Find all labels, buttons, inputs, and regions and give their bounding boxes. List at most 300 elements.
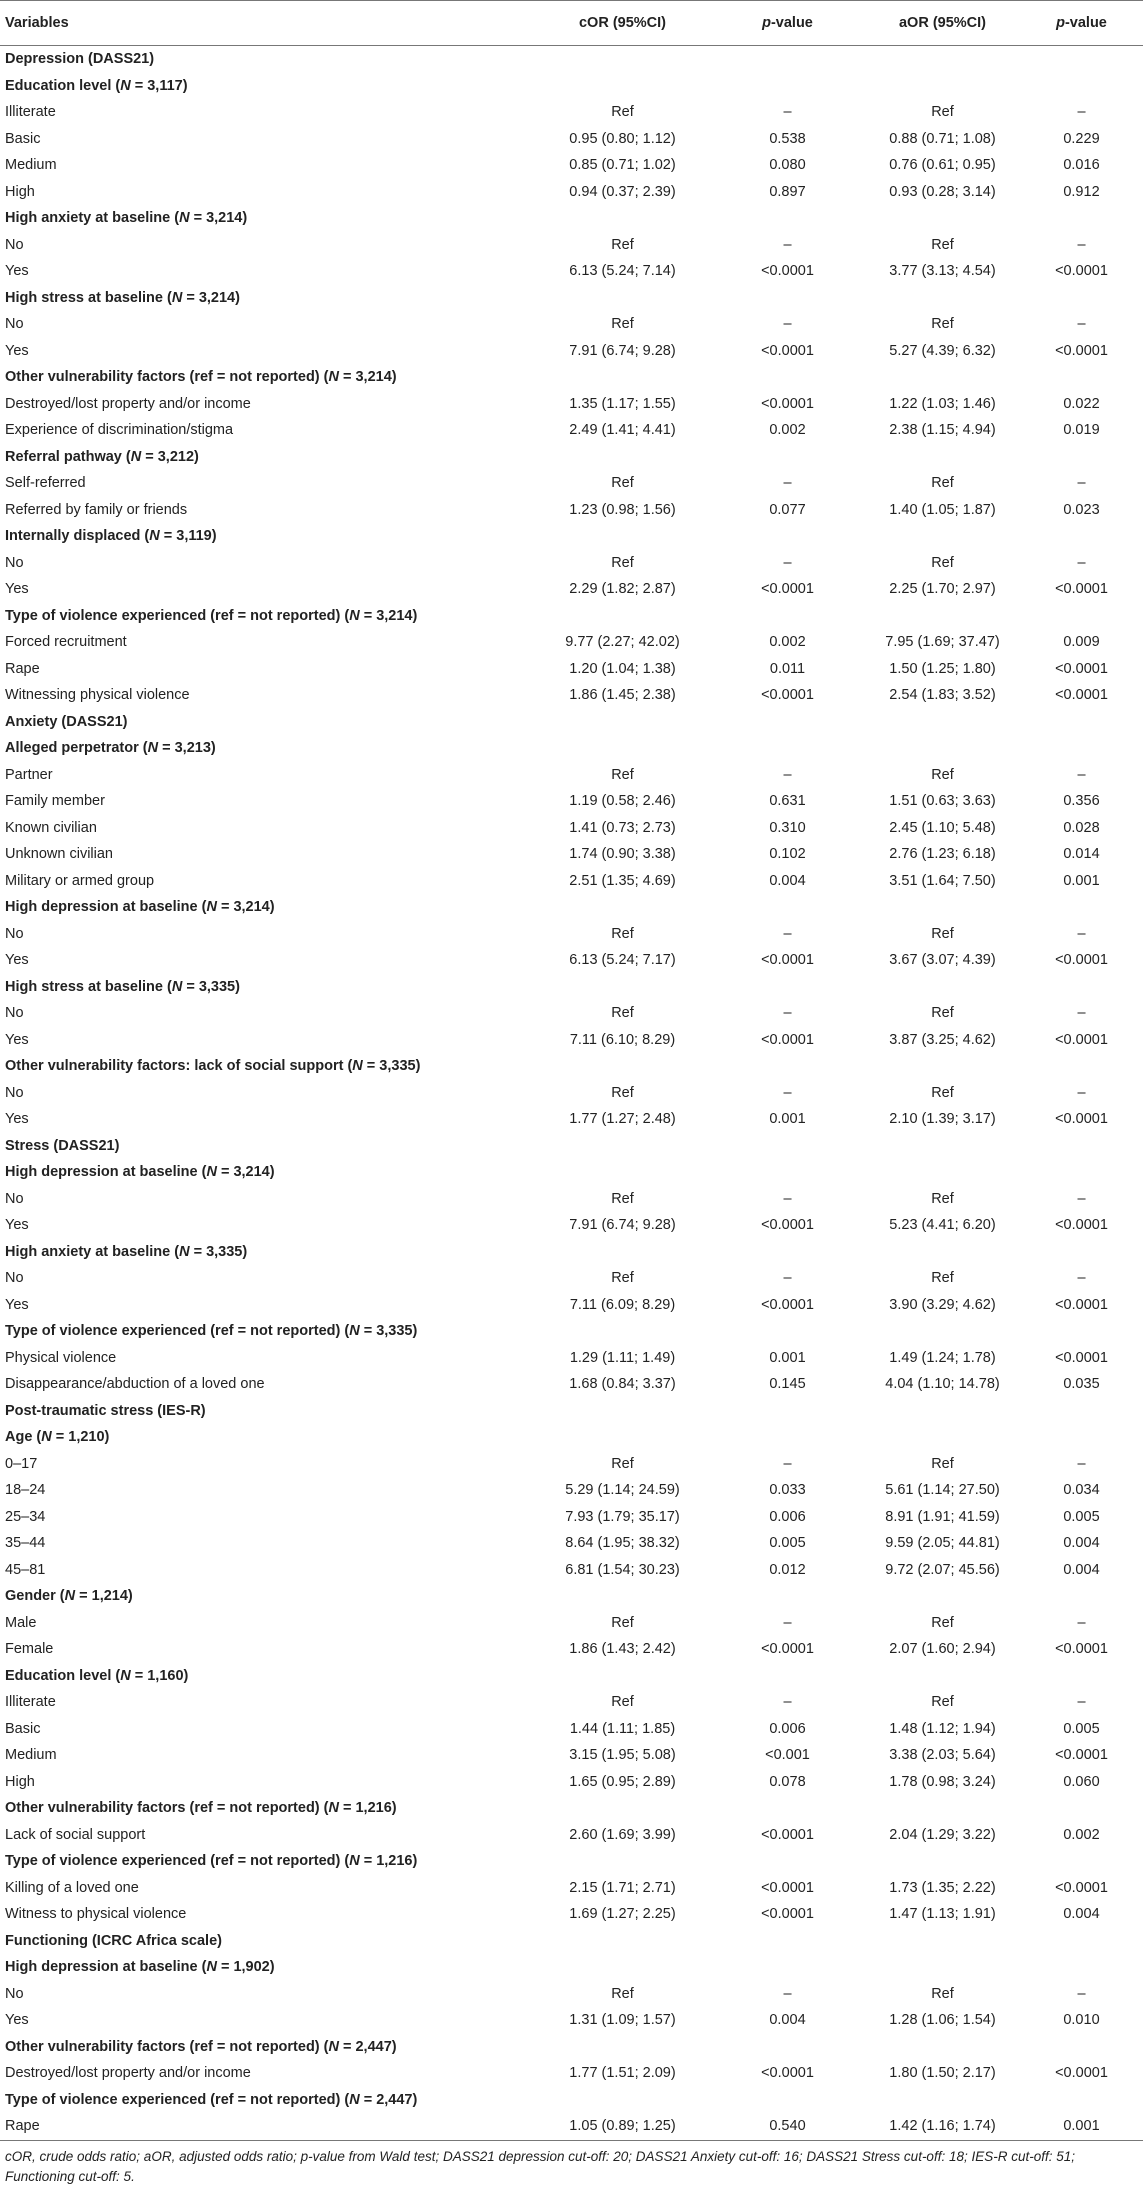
cor-cell: 1.77 (1.51; 2.09): [569, 2065, 676, 2082]
group-header-row: [0, 1239, 1143, 1266]
variable-cell: Yes: [5, 952, 29, 969]
n-symbol: N: [206, 1959, 217, 1976]
variable-cell: Rape: [5, 660, 40, 677]
p-value-adjusted-cell: –: [1077, 1694, 1086, 1711]
p-value-crude-cell: –: [783, 1614, 792, 1631]
p-value-adjusted-cell: <0.0001: [1055, 1879, 1108, 1896]
p-value-adjusted-cell: <0.0001: [1055, 1031, 1108, 1048]
p-value-crude-cell: 0.540: [710, 2113, 865, 2140]
group-title: [0, 894, 1143, 921]
group-title: [0, 2034, 1143, 2061]
group-title: [0, 1318, 1143, 1345]
cor-cell: Ref: [611, 236, 634, 253]
group-header-row: [0, 1159, 1143, 1186]
n-value: = 1,216): [338, 1800, 397, 1817]
n-symbol: N: [64, 1588, 76, 1605]
p-value-crude-cell: 0.001: [769, 1349, 806, 1366]
n-symbol: N: [328, 2038, 339, 2055]
p-value-adjusted-cell: –: [1077, 1985, 1086, 2002]
aor-cell: 1.22 (1.03; 1.46): [889, 395, 996, 412]
n-symbol: N: [349, 2091, 360, 2108]
aor-cell: 0.76 (0.61; 0.95): [889, 157, 996, 174]
p-value-crude-cell: –: [783, 554, 792, 571]
p-value-crude-cell: <0.0001: [761, 952, 814, 969]
group-label: High depression at baseline (: [5, 899, 207, 916]
cor-cell: 1.41 (0.73; 2.73): [569, 819, 676, 836]
variable-cell: Male: [5, 1614, 37, 1631]
aor-cell: 2.07 (1.60; 2.94): [889, 1641, 996, 1658]
table-row: [0, 1636, 1143, 1663]
table-row: [0, 1345, 1143, 1372]
table-row: [0, 338, 1143, 365]
cor-cell: 7.91 (6.74; 9.28): [569, 342, 676, 359]
p-value-crude-cell: <0.0001: [761, 1826, 814, 1843]
aor-cell: 2.76 (1.23; 6.18): [889, 846, 996, 863]
aor-cell: 3.77 (3.13; 4.54): [889, 263, 996, 280]
group-label: Other vulnerability factors: lack of social support (: [5, 1058, 353, 1075]
variable-cell: 35–44: [5, 1535, 46, 1552]
aor-cell: Ref: [931, 1694, 954, 1711]
group-title: [0, 523, 1143, 550]
p-value-crude-cell: 0.012: [769, 1561, 806, 1578]
aor-cell: 2.45 (1.10; 5.48): [889, 819, 996, 836]
group-title: [0, 364, 1143, 391]
table-row: [0, 629, 1143, 656]
p-value-crude-cell: –: [783, 1455, 792, 1472]
cor-cell: Ref: [611, 1190, 634, 1207]
aor-cell: 3.90 (3.29; 4.62): [889, 1296, 996, 1313]
n-value: = 3,335): [362, 1058, 421, 1075]
variable-cell: Referred by family or friends: [5, 501, 188, 518]
variable-cell: 18–24: [5, 1482, 46, 1499]
p-value-crude-cell: –: [783, 1190, 792, 1207]
variable-cell: Self-referred: [5, 475, 86, 492]
cor-cell: 6.81 (1.54; 30.23): [565, 1561, 680, 1578]
group-header-row: [0, 1424, 1143, 1451]
cor-cell: Ref: [611, 1084, 634, 1101]
table-row: [0, 788, 1143, 815]
aor-cell: Ref: [931, 554, 954, 571]
variable-cell: Medium: [5, 1747, 57, 1764]
n-symbol: N: [171, 978, 183, 995]
variable-cell: Yes: [5, 1111, 29, 1128]
cor-cell: 1.86 (1.45; 2.38): [569, 687, 676, 704]
header-pvalue-crude: [710, 1, 865, 46]
table-row: [0, 1080, 1143, 1107]
variable-cell: High: [5, 1773, 35, 1790]
group-label: Type of violence experienced (ref = not reported) (: [5, 607, 350, 624]
variable-cell: No: [5, 316, 24, 333]
group-title: [0, 1159, 1143, 1186]
aor-cell: 1.50 (1.25; 1.80): [889, 660, 996, 677]
p-value-adjusted-cell: <0.0001: [1055, 952, 1108, 969]
p-value-crude-cell: 0.538: [769, 130, 806, 147]
n-symbol: N: [41, 1429, 52, 1446]
table-row: [0, 947, 1143, 974]
variable-cell: Disappearance/abduction of a loved one: [5, 1376, 265, 1393]
n-symbol: N: [179, 210, 190, 227]
p-value-adjusted-cell: 0.022: [1063, 395, 1100, 412]
variable-cell: Yes: [5, 263, 29, 280]
p-value-adjusted-cell: 0.005: [1063, 1720, 1100, 1737]
p-value-crude-cell: 0.002: [769, 634, 806, 651]
p-value-crude-cell: 0.006: [769, 1508, 806, 1525]
table-row: [0, 550, 1143, 577]
table-row: [0, 1371, 1143, 1398]
table-row: [0, 656, 1143, 683]
aor-cell: 4.04 (1.10; 14.78): [885, 1376, 1000, 1393]
variable-cell: Yes: [5, 1296, 29, 1313]
aor-cell: 1.73 (1.35; 2.22): [889, 1879, 996, 1896]
aor-cell: 1.80 (1.50; 2.17): [889, 2065, 996, 2082]
table-footnote: cOR, crude odds ratio; aOR, adjusted odds ratio; p-value from Wald test; DASS21 depression cut-off: 20; DASS21 Anxiety cut-off: 16; DASS21 Stress cut-off: 18; IES-R cut-off: 51; Functioning cut-off: 5.: [5, 2148, 1076, 2184]
variable-cell: Forced recruitment: [5, 634, 127, 651]
aor-cell: 9.72 (2.07; 45.56): [885, 1561, 1000, 1578]
cor-cell: Ref: [611, 925, 634, 942]
n-value: = 3,335): [182, 978, 240, 995]
variable-cell: Experience of discrimination/stigma: [5, 422, 234, 439]
n-value: = 3,214): [359, 607, 418, 624]
table-row: [0, 841, 1143, 868]
aor-cell: 1.51 (0.63; 3.63): [889, 793, 996, 810]
p-value-adjusted-cell: 0.001: [1063, 872, 1100, 889]
p-value-adjusted-cell: 0.023: [1063, 501, 1100, 518]
aor-cell: 0.88 (0.71; 1.08): [889, 130, 996, 147]
cor-cell: 2.29 (1.82; 2.87): [569, 581, 676, 598]
table-row: [0, 311, 1143, 338]
cor-cell: Ref: [611, 554, 634, 571]
table-row: [0, 1000, 1143, 1027]
p-value-crude-cell: –: [783, 236, 792, 253]
header-row: [0, 1, 1143, 46]
variable-cell: 0–17: [5, 1455, 38, 1472]
group-label: Education level (: [5, 77, 121, 94]
cor-cell: Ref: [611, 1270, 634, 1287]
n-symbol: N: [149, 528, 160, 545]
table-row: [0, 1451, 1143, 1478]
p-value-adjusted-cell: <0.0001: [1055, 342, 1108, 359]
cor-cell: Ref: [611, 1614, 634, 1631]
group-label: Type of violence experienced (ref = not reported) (: [5, 1853, 350, 1870]
section-title: Post-traumatic stress (IES-R): [5, 1402, 206, 1419]
p-value-adjusted-cell: <0.0001: [1055, 1111, 1108, 1128]
p-value-adjusted-cell: <0.0001: [1055, 1747, 1108, 1764]
table-row: [0, 1504, 1143, 1531]
cor-cell: Ref: [611, 316, 634, 333]
group-header-row: [0, 2087, 1143, 2114]
variable-cell: Destroyed/lost property and/or income: [5, 395, 251, 412]
cor-cell: 1.74 (0.90; 3.38): [569, 846, 676, 863]
variable-cell: Military or armed group: [5, 872, 155, 889]
p-value-crude-cell: 0.078: [769, 1773, 806, 1790]
aor-cell: Ref: [931, 1190, 954, 1207]
variable-cell: 45–81: [5, 1561, 46, 1578]
n-value: = 3,335): [359, 1323, 418, 1340]
aor-cell: 3.67 (3.07; 4.39): [889, 952, 996, 969]
table-body: [0, 46, 1143, 2141]
p-value-crude-cell: –: [783, 1270, 792, 1287]
n-value: = 2,447): [359, 2091, 418, 2108]
group-title: [0, 205, 1143, 232]
p-value-crude-cell: 0.631: [769, 793, 806, 810]
group-title: [0, 1848, 1143, 1875]
aor-cell: Ref: [931, 1084, 954, 1101]
group-header-row: [0, 444, 1143, 471]
table-row: [0, 391, 1143, 418]
table-row: [0, 1742, 1143, 1769]
p-value-adjusted-cell: –: [1077, 766, 1086, 783]
table-row: [0, 921, 1143, 948]
table-row: [0, 1027, 1143, 1054]
n-value: = 3,119): [159, 528, 217, 545]
table-row: [0, 1769, 1143, 1796]
cor-cell: 1.23 (0.98; 1.56): [569, 501, 676, 518]
aor-cell: 7.95 (1.69; 37.47): [885, 634, 1000, 651]
aor-cell: 1.48 (1.12; 1.94): [889, 1720, 996, 1737]
variable-cell: Physical violence: [5, 1349, 117, 1366]
variable-cell: Yes: [5, 342, 29, 359]
n-symbol: N: [328, 369, 339, 386]
n-symbol: N: [349, 1853, 360, 1870]
n-symbol: N: [206, 899, 217, 916]
header-p-rest: -value: [770, 15, 813, 31]
cor-cell: 8.64 (1.95; 38.32): [565, 1535, 680, 1552]
n-value: = 3,117): [130, 77, 188, 94]
group-header-row: [0, 735, 1143, 762]
aor-cell: 8.91 (1.91; 41.59): [885, 1508, 1000, 1525]
cor-cell: 1.86 (1.43; 2.42): [569, 1641, 676, 1658]
aor-cell: Ref: [931, 766, 954, 783]
aor-cell: 3.87 (3.25; 4.62): [889, 1031, 996, 1048]
aor-cell: Ref: [931, 1005, 954, 1022]
table-row: [0, 99, 1143, 126]
n-symbol: N: [120, 77, 131, 94]
aor-cell: 1.49 (1.24; 1.78): [889, 1349, 996, 1366]
p-value-crude-cell: <0.0001: [761, 687, 814, 704]
p-value-crude-cell: –: [783, 475, 792, 492]
table-row: [0, 815, 1143, 842]
variable-cell: Witnessing physical violence: [5, 687, 190, 704]
p-value-adjusted-cell: –: [1077, 1190, 1086, 1207]
p-value-adjusted-cell: 0.060: [1063, 1773, 1100, 1790]
group-label: High anxiety at baseline (: [5, 1243, 180, 1260]
aor-cell: 1.47 (1.13; 1.91): [889, 1906, 996, 1923]
table-row: [0, 682, 1143, 709]
section-title: Depression (DASS21): [5, 51, 155, 68]
p-value-crude-cell: 0.033: [769, 1482, 806, 1499]
p-value-adjusted-cell: 0.019: [1063, 422, 1100, 439]
cor-cell: 1.19 (0.58; 2.46): [569, 793, 676, 810]
p-value-crude-cell: <0.0001: [761, 1906, 814, 1923]
cor-cell: Ref: [611, 1005, 634, 1022]
n-symbol: N: [349, 1323, 360, 1340]
variable-cell: Medium: [5, 157, 57, 174]
p-value-crude-cell: 0.011: [769, 660, 806, 677]
aor-cell: 1.40 (1.05; 1.87): [889, 501, 996, 518]
cor-cell: 1.77 (1.27; 2.48): [569, 1111, 676, 1128]
table-row: [0, 1716, 1143, 1743]
p-value-adjusted-cell: 0.010: [1063, 2012, 1100, 2029]
aor-cell: 3.51 (1.64; 7.50): [889, 872, 996, 889]
p-value-adjusted-cell: <0.0001: [1055, 581, 1108, 598]
group-title: [0, 73, 1143, 100]
group-header-row: [0, 285, 1143, 312]
table-row: [0, 1265, 1143, 1292]
group-title: [0, 1239, 1143, 1266]
header-variables: Variables: [0, 1, 535, 46]
variable-cell: Family member: [5, 793, 105, 810]
variable-cell: Yes: [5, 1217, 29, 1234]
p-value-adjusted-cell: 0.016: [1063, 157, 1100, 174]
table-row: [0, 1186, 1143, 1213]
p-value-adjusted-cell: 0.004: [1063, 1535, 1100, 1552]
p-value-crude-cell: –: [783, 1084, 792, 1101]
p-value-crude-cell: <0.0001: [761, 263, 814, 280]
p-value-adjusted-cell: –: [1077, 1614, 1086, 1631]
table-row: [0, 1292, 1143, 1319]
p-value-crude-cell: –: [783, 104, 792, 121]
group-header-row: [0, 603, 1143, 630]
p-value-crude-cell: 0.310: [769, 819, 806, 836]
cor-cell: 1.31 (1.09; 1.57): [569, 2012, 676, 2029]
section-title: Anxiety (DASS21): [5, 713, 128, 730]
variable-cell: Lack of social support: [5, 1826, 146, 1843]
n-value: = 1,214): [75, 1588, 133, 1605]
n-value: = 1,210): [51, 1429, 110, 1446]
table-row: [0, 868, 1143, 895]
p-value-adjusted-cell: 0.004: [1063, 1561, 1100, 1578]
group-label: Age (: [5, 1429, 42, 1446]
cor-cell: 0.85 (0.71; 1.02): [569, 157, 676, 174]
table-row: [0, 1557, 1143, 1584]
p-value-crude-cell: –: [783, 1005, 792, 1022]
cor-cell: 7.93 (1.79; 35.17): [565, 1508, 680, 1525]
n-value: = 1,160): [130, 1667, 189, 1684]
p-value-adjusted-cell: –: [1077, 1084, 1086, 1101]
group-header-row: [0, 1318, 1143, 1345]
variable-cell: Basic: [5, 130, 41, 147]
p-value-adjusted-cell: 0.028: [1063, 819, 1100, 836]
p-value-adjusted-cell: 0.912: [1063, 183, 1100, 200]
p-value-adjusted-cell: 0.009: [1063, 634, 1100, 651]
table-row: [0, 1822, 1143, 1849]
n-symbol: N: [179, 1243, 190, 1260]
group-label: Education level (: [5, 1667, 121, 1684]
aor-cell: Ref: [931, 104, 954, 121]
table-row: [0, 2007, 1143, 2034]
header-p-rest: -value: [1064, 15, 1107, 31]
p-value-adjusted-cell: –: [1077, 104, 1086, 121]
table-row: [0, 1477, 1143, 1504]
group-title: [0, 2087, 1143, 2114]
table-row: [0, 1689, 1143, 1716]
section-title: Stress (DASS21): [5, 1137, 120, 1154]
cor-cell: 2.60 (1.69; 3.99): [569, 1826, 676, 1843]
variable-cell: Partner: [5, 766, 53, 783]
section-header-row: [0, 1928, 1143, 1955]
p-value-crude-cell: –: [783, 1694, 792, 1711]
section-header-row: [0, 709, 1143, 736]
group-header-row: [0, 205, 1143, 232]
group-header-row: [0, 523, 1143, 550]
p-value-adjusted-cell: 0.356: [1063, 793, 1100, 810]
p-value-adjusted-cell: 0.014: [1063, 846, 1100, 863]
cor-cell: 1.29 (1.11; 1.49): [569, 1349, 676, 1366]
p-value-crude-cell: 0.077: [769, 501, 806, 518]
aor-cell: 9.59 (2.05; 44.81): [885, 1535, 1000, 1552]
group-header-row: [0, 1848, 1143, 1875]
n-symbol: N: [147, 740, 159, 757]
p-value-adjusted-cell: –: [1077, 925, 1086, 942]
group-title: [0, 1053, 1143, 1080]
cor-cell: 2.49 (1.41; 4.41): [569, 422, 676, 439]
aor-cell: 5.27 (4.39; 6.32): [889, 342, 996, 359]
group-header-row: [0, 1954, 1143, 1981]
p-value-crude-cell: –: [783, 925, 792, 942]
cor-cell: 2.51 (1.35; 4.69): [569, 872, 676, 889]
table-row: [0, 576, 1143, 603]
aor-cell: 1.42 (1.16; 1.74): [865, 2113, 1020, 2140]
variable-cell: No: [5, 554, 24, 571]
cor-cell: Ref: [611, 104, 634, 121]
group-header-row: [0, 2034, 1143, 2061]
p-value-crude-cell: 0.080: [769, 157, 806, 174]
p-value-adjusted-cell: <0.0001: [1055, 1349, 1108, 1366]
p-value-crude-cell: <0.0001: [761, 342, 814, 359]
group-header-row: [0, 1795, 1143, 1822]
table-row: [0, 1981, 1143, 2008]
n-value: = 3,213): [158, 740, 216, 757]
section-header-row: [0, 1133, 1143, 1160]
variable-cell: No: [5, 236, 24, 253]
variable-cell: Destroyed/lost property and/or income: [5, 2065, 251, 2082]
aor-cell: 2.38 (1.15; 4.94): [889, 422, 996, 439]
cor-cell: Ref: [611, 1985, 634, 2002]
table-row: [0, 232, 1143, 259]
group-label: Gender (: [5, 1588, 65, 1605]
table-row: [0, 1106, 1143, 1133]
group-header-row: [0, 1583, 1143, 1610]
n-value: = 2,447): [338, 2038, 397, 2055]
p-value-crude-cell: <0.0001: [761, 1296, 814, 1313]
p-value-crude-cell: 0.001: [769, 1111, 806, 1128]
variable-cell: Yes: [5, 1031, 29, 1048]
n-symbol: N: [328, 1800, 339, 1817]
header-cor: cOR (95%CI): [535, 1, 710, 46]
p-value-crude-cell: –: [783, 766, 792, 783]
group-title: [0, 1663, 1143, 1690]
cor-cell: Ref: [611, 1694, 634, 1711]
p-value-adjusted-cell: 0.002: [1063, 1826, 1100, 1843]
group-title: [0, 1424, 1143, 1451]
p-value-adjusted-cell: –: [1077, 236, 1086, 253]
aor-cell: Ref: [931, 1614, 954, 1631]
cor-cell: Ref: [611, 1455, 634, 1472]
table-row: [0, 1875, 1143, 1902]
aor-cell: Ref: [931, 1270, 954, 1287]
variable-cell: Illiterate: [5, 1694, 56, 1711]
group-title: [0, 735, 1143, 762]
group-label: Other vulnerability factors (ref = not reported) (: [5, 369, 329, 386]
p-value-adjusted-cell: <0.0001: [1055, 2065, 1108, 2082]
p-value-crude-cell: 0.897: [769, 183, 806, 200]
p-value-adjusted-cell: 0.229: [1063, 130, 1100, 147]
group-title: [0, 285, 1143, 312]
p-value-adjusted-cell: <0.0001: [1055, 687, 1108, 704]
group-label: Internally displaced (: [5, 528, 150, 545]
p-value-crude-cell: <0.001: [765, 1747, 810, 1764]
table-row: [0, 417, 1143, 444]
